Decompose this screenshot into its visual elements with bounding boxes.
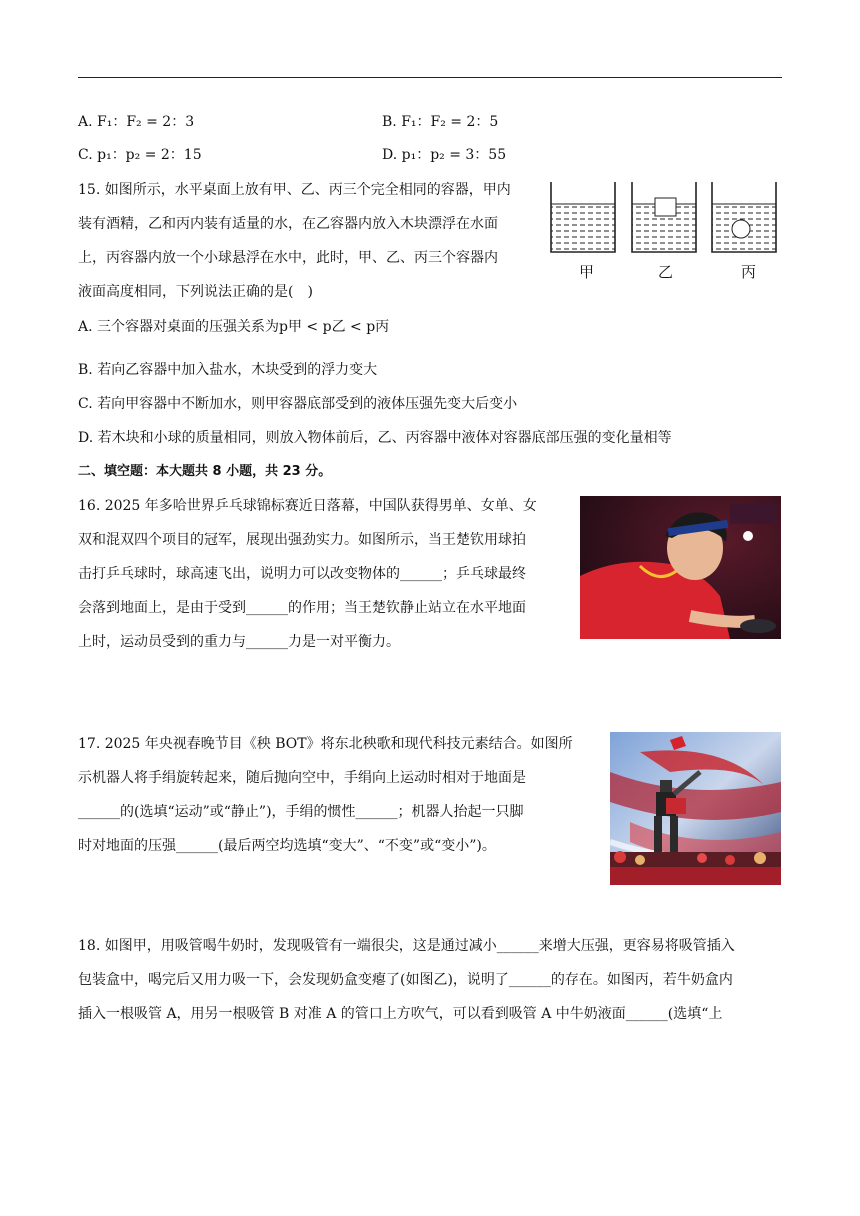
q16-line-2: 双和混双四个项目的冠军，展现出强劲实力。如图所示，当王楚钦用球拍 xyxy=(78,532,526,548)
q17-line-2: 示机器人将手绢旋转起来，随后抛向空中，手绢向上运动时相对于地面是 xyxy=(78,770,526,786)
container-jia xyxy=(551,182,615,252)
q15-line-3: 上，丙容器内放一个小球悬浮在水中，此时，甲、乙、丙三个容器内 xyxy=(78,250,498,266)
q15-line-1: 15. 如图所示，水平桌面上放有甲、乙、丙三个完全相同的容器，甲内 xyxy=(78,182,511,198)
label-jia: 甲 xyxy=(579,263,595,281)
q16-line-3: 击打乒乓球时，球高速飞出，说明力可以改变物体的______；乒乓球最终 xyxy=(78,566,526,582)
table-tennis-photo xyxy=(580,496,781,639)
q17-line-1: 17. 2025 年央视春晚节目《秧 BOT》将东北秧歌和现代科技元素结合。如图所 xyxy=(78,736,573,752)
q16-line-4: 会落到地面上，是由于受到______的作用；当王楚钦静止站立在水平地面 xyxy=(78,600,526,616)
q15-line-2: 装有酒精，乙和丙内装有适量的水，在乙容器内放入木块漂浮在水面 xyxy=(78,216,498,232)
q16-line-1: 16. 2025 年多哈世界乒乓球锦标赛近日落幕，中国队获得男单、女单、女 xyxy=(78,498,537,514)
q18-line-2: 包装盒中，喝完后又用力吸一下，会发现奶盒变瘪了(如图乙)，说明了______的存在。如图丙，若牛奶盒内 xyxy=(78,972,733,988)
q15-line-4: 液面高度相同，下列说法正确的是( ) xyxy=(78,284,313,300)
q15-option-b: B. 若向乙容器中加入盐水，木块受到的浮力变大 xyxy=(78,362,378,378)
section-2-heading: 二、填空题：本大题共 8 小题，共 23 分。 xyxy=(78,464,332,479)
header-rule xyxy=(78,77,782,78)
small-ball xyxy=(732,220,750,238)
container-bing xyxy=(712,182,776,252)
q17-line-3: ______的(选填“运动”或“静止”)，手绢的惯性______；机器人抬起一只脚 xyxy=(78,804,524,820)
label-bing: 丙 xyxy=(741,263,757,281)
q17-line-4: 时对地面的压强______(最后两空均选填“变大”、“不变”或“变小”)。 xyxy=(78,838,496,854)
robot-dance-photo xyxy=(610,732,781,885)
wood-block xyxy=(655,198,676,216)
q15-option-a: A. 三个容器对桌面的压强关系为p甲 < p乙 < p丙 xyxy=(78,319,390,335)
q18-line-3: 插入一根吸管 A，用另一根吸管 B 对准 A 的管口上方吹气，可以看到吸管 A 中牛奶液面______(选填“上 xyxy=(78,1006,723,1022)
label-yi: 乙 xyxy=(658,263,674,281)
q15-option-d: D. 若木块和小球的质量相同，则放入物体前后，乙、丙容器中液体对容器底部压强的变化量相等 xyxy=(78,430,672,446)
q14-option-d: D. p₁：p₂ = 3：55 xyxy=(382,147,507,163)
q16-line-5: 上时，运动员受到的重力与______力是一对平衡力。 xyxy=(78,634,400,650)
q15-option-c: C. 若向甲容器中不断加水，则甲容器底部受到的液体压强先变大后变小 xyxy=(78,396,518,412)
q18-line-1: 18. 如图甲，用吸管喝牛奶时，发现吸管有一端很尖，这是通过减小______来增大压强，更容易将吸管插入 xyxy=(78,938,735,954)
q14-option-b: B. F₁：F₂ = 2：5 xyxy=(382,114,499,130)
q14-option-c: C. p₁：p₂ = 2：15 xyxy=(78,147,202,163)
container-yi xyxy=(632,182,696,252)
q14-option-a: A. F₁：F₂ = 2：3 xyxy=(78,114,195,130)
